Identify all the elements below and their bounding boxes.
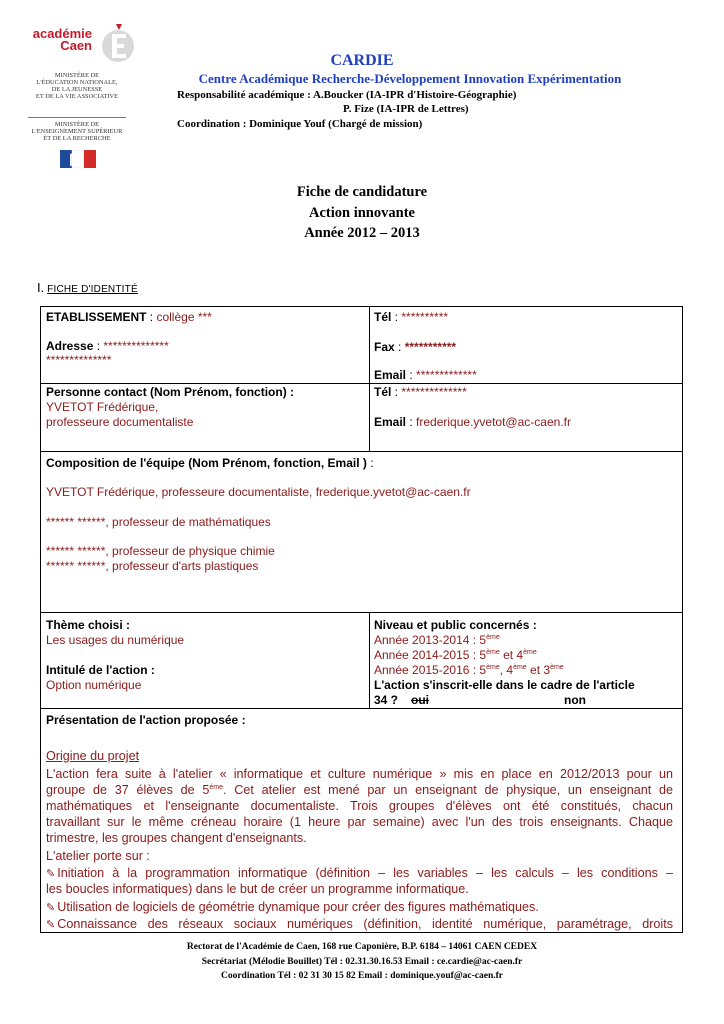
etablissement-value: collège *** bbox=[156, 310, 212, 324]
logo-line-academie: académie bbox=[32, 26, 92, 41]
column-divider bbox=[369, 307, 370, 383]
email-label: Email bbox=[374, 368, 407, 382]
footer-coordination: Coordination Tél : 02 31 30 15 82 Email : dominique.youf@ac-caen.fr bbox=[220, 971, 504, 981]
niveau-label: Niveau et public concernés : bbox=[374, 618, 537, 632]
tel-field: Tél : ********** bbox=[374, 310, 449, 324]
bullet-text: Initiation à la programmation informatique (définition – les variables – les calculs – les conditions – bbox=[57, 866, 673, 880]
bullet-text: Utilisation de logiciels de géométrie dynamique pour créer des figures mathématiques. bbox=[57, 900, 539, 914]
equipe-member: ****** ******, professeur d'arts plastiques bbox=[46, 559, 259, 573]
paragraph-sup: ème bbox=[209, 784, 223, 791]
email-field: Email : ************* bbox=[374, 368, 477, 382]
ministry-line: L'ENSEIGNEMENT SUPÉRIEUR bbox=[31, 128, 123, 135]
fax-field: Fax : *********** bbox=[374, 340, 457, 354]
origine-title: Origine du projet bbox=[46, 749, 140, 763]
pen-nib-icon: ✎ bbox=[46, 919, 56, 931]
bullet-continuation: les boucles informatiques) dans le but de créer un programme informatique. bbox=[46, 882, 469, 896]
fax-label: Fax bbox=[374, 340, 395, 354]
niveau-year-2 bbox=[374, 648, 537, 662]
equipe-heading: Composition de l'équipe (Nom Prénom, fonction, Email ) : bbox=[46, 456, 374, 470]
bullet-item bbox=[46, 916, 673, 933]
niveau-text: Année 2015-2016 : 5 bbox=[374, 663, 487, 677]
section-heading bbox=[37, 280, 138, 295]
paragraph-line: L'action fera suite à l'atelier « informatique et culture numérique » mis en place en 2012/2013 pour un bbox=[46, 767, 673, 781]
niveau-year-3 bbox=[374, 663, 564, 677]
footer-secretariat: Secrétariat (Mélodie Bouillet) Tél : 02.31.30.16.53 Email : ce.cardie@ac-caen.fr bbox=[201, 957, 523, 967]
equipe-member: ****** ******, professeur de mathématiques bbox=[46, 515, 271, 529]
row-divider bbox=[41, 383, 682, 384]
equipe-label: Composition de l'équipe (Nom Prénom, fonction, Email ) bbox=[46, 456, 367, 470]
pen-nib-icon: ✎ bbox=[46, 902, 56, 914]
article-option-oui: oui bbox=[411, 693, 429, 707]
row-divider bbox=[41, 708, 682, 709]
academie-wordmark bbox=[30, 28, 92, 52]
article-question: L'action s'inscrit-elle dans le cadre de l'article bbox=[374, 678, 635, 692]
responsabilite-line: Responsabilité académique : A.Boucker (IA-IPR d'Histoire-Géographie) bbox=[177, 89, 517, 101]
niveau-sup: ème bbox=[523, 649, 537, 656]
paragraph-line: trimestre, les groupes changent d'enseignants. bbox=[46, 831, 307, 845]
cardie-subtitle: Centre Académique Recherche-Développement Innovation Expérimentation bbox=[198, 71, 622, 86]
column-divider bbox=[369, 383, 370, 451]
fiche-year-title: Année 2012 – 2013 bbox=[304, 225, 420, 241]
tel-value: ********** bbox=[401, 310, 449, 324]
niveau-text: , 4 bbox=[499, 663, 514, 677]
section-title: FICHE D'IDENTITÉ bbox=[47, 284, 138, 295]
contact-email-label: Email bbox=[374, 415, 407, 429]
bullet-item bbox=[46, 865, 673, 882]
ministry-research-text bbox=[20, 121, 134, 142]
contact-email-value: frederique.yvetot@ac-caen.fr bbox=[416, 415, 571, 429]
ministry-line: ET DE LA VIE ASSOCIATIVE bbox=[35, 93, 119, 100]
footer-address: Rectorat de l'Académie de Caen, 168 rue Caponière, B.P. 6184 – 14061 CAEN CEDEX bbox=[186, 942, 538, 952]
row-divider bbox=[41, 451, 682, 452]
identity-form-table bbox=[40, 306, 683, 933]
niveau-text: Année 2014-2015 : 5 bbox=[374, 648, 487, 662]
article-option-non: non bbox=[564, 693, 586, 707]
contact-email-field: Email : frederique.yvetot@ac-caen.fr bbox=[374, 415, 571, 429]
article-question-2: 34 ? bbox=[374, 693, 399, 707]
paragraph-line bbox=[46, 782, 673, 798]
logo-line-caen: Caen bbox=[60, 38, 92, 53]
niveau-year-1 bbox=[374, 633, 500, 647]
adresse-value-2: ************** bbox=[46, 353, 112, 367]
email-value: ************* bbox=[416, 368, 477, 382]
presentation-label: Présentation de l'action proposée : bbox=[46, 713, 246, 727]
paragraph-text: . Cet atelier est mené par un enseignant de physique, un enseignant de bbox=[222, 783, 673, 797]
tel-label: Tél bbox=[374, 310, 392, 324]
niveau-text: Année 2013-2014 : 5 bbox=[374, 633, 487, 647]
paragraph-line: travaillant sur le même créneau horaire (1 heure par semaine) avec l'un des trois enseignants. Chaque bbox=[46, 815, 673, 829]
paragraph-line: mathématiques et l'enseignante documentaliste. Trois groupes d'élèves ont été constitués, chacun bbox=[46, 799, 673, 813]
theme-value: Les usages du numérique bbox=[46, 633, 185, 647]
niveau-sup: ème bbox=[486, 664, 500, 671]
responsabilite-line-2: P. Fize (IA-IPR de Lettres) bbox=[343, 103, 469, 115]
ministry-line: MINISTÈRE DE bbox=[54, 72, 100, 79]
etablissement-label: ETABLISSEMENT bbox=[46, 310, 147, 324]
ministry-line: ET DE LA RECHERCHE bbox=[43, 135, 111, 142]
etablissement-field: ETABLISSEMENT : collège *** bbox=[46, 310, 212, 324]
atelier-intro: L'atelier porte sur : bbox=[46, 849, 150, 863]
bullet-item bbox=[46, 899, 673, 916]
ministry-line: MINISTÈRE DE bbox=[54, 121, 100, 128]
equipe-member: YVETOT Frédérique, professeure documentaliste, frederique.yvetot@ac-caen.fr bbox=[46, 485, 471, 499]
theme-label: Thème choisi : bbox=[46, 618, 131, 632]
fiche-action-title: Action innovante bbox=[309, 205, 415, 221]
adresse-field: Adresse : ************** bbox=[46, 339, 169, 353]
cardie-title: CARDIE bbox=[330, 52, 394, 69]
equipe-member: ****** ******, professeur de physique chimie bbox=[46, 544, 275, 558]
bullet-text: Connaissance des réseaux sociaux numériques (définition, identité numérique, paramétrage, droits bbox=[57, 917, 673, 931]
niveau-sup: ème bbox=[486, 634, 500, 641]
fiche-title: Fiche de candidature bbox=[296, 184, 428, 200]
paragraph-text: groupe de 37 élèves de 5 bbox=[46, 783, 210, 797]
fax-value: *********** bbox=[404, 340, 457, 354]
ministry-line: DE LA JEUNESSE bbox=[51, 86, 103, 93]
academie-logo bbox=[20, 22, 138, 182]
intitule-value: Option numérique bbox=[46, 678, 142, 692]
row-divider bbox=[41, 612, 682, 613]
niveau-sup: ème bbox=[513, 664, 527, 671]
niveau-text: et 4 bbox=[499, 648, 524, 662]
pen-nib-icon: ✎ bbox=[46, 868, 56, 880]
niveau-sup: ème bbox=[486, 649, 500, 656]
logo-divider bbox=[28, 117, 126, 118]
contact-tel-value: ************** bbox=[401, 385, 467, 399]
contact-label: Personne contact (Nom Prénom, fonction) : bbox=[46, 385, 295, 399]
coordination-line: Coordination : Dominique Youf (Chargé de mission) bbox=[177, 118, 423, 130]
adresse-label: Adresse bbox=[46, 339, 94, 353]
niveau-text: et 3 bbox=[526, 663, 551, 677]
contact-tel-field: Tél : ************** bbox=[374, 385, 467, 399]
ministry-line: L'ÉDUCATION NATIONALE, bbox=[36, 79, 118, 86]
column-divider bbox=[369, 612, 370, 708]
niveau-sup: ème bbox=[550, 664, 564, 671]
section-number: I. bbox=[37, 280, 45, 295]
contact-tel-label: Tél bbox=[374, 385, 392, 399]
intitule-label: Intitulé de l'action : bbox=[46, 663, 155, 677]
marianne-flag-icon bbox=[60, 150, 96, 168]
contact-role: professeure documentaliste bbox=[46, 415, 194, 429]
contact-name: YVETOT Frédérique, bbox=[46, 400, 159, 414]
adresse-value: ************** bbox=[103, 339, 169, 353]
